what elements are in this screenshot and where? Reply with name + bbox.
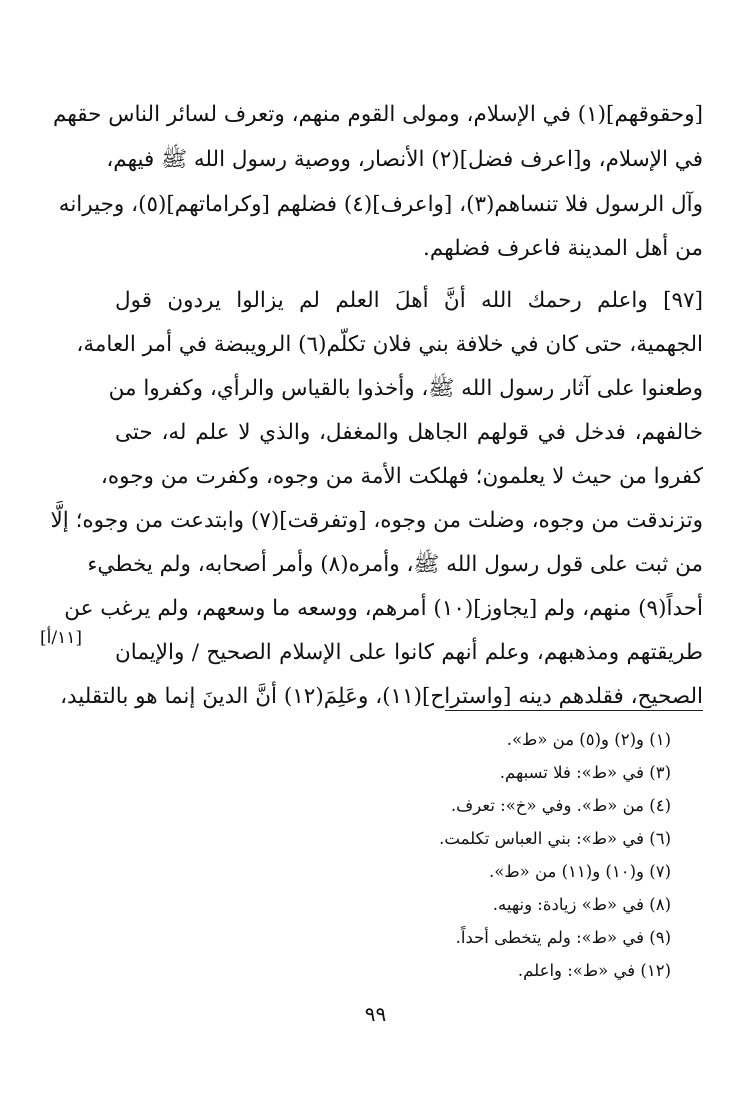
body-line-3: وآل الرسول فلا تنساهم(٣)، [واعرف](٤) فضلهم [وكراماتهم](٥)، وجيرانه: [58, 192, 703, 217]
footnote-2: (٣) في «ط»: فلا تسبهم.: [499, 763, 671, 782]
body-line-2: في الإسلام، و[اعرف فضل](٢) الأنصار، ووصية رسول الله ﷺ فيهم،: [106, 147, 703, 172]
body-line-6: الجهمية، حتى كان في خلافة بني فلان تكلّم(٦) الرويبضة في أمر العامة،: [76, 332, 703, 357]
manuscript-folio-marker: [١١/أ]: [40, 628, 82, 648]
body-line-9: كفروا من حيث لا يعلمون؛ فهلكت الأمة من وجوه، وكفرت من وجوه،: [100, 464, 703, 489]
footnote-separator: [445, 710, 703, 711]
footnote-5: (٧) و(١٠) و(١١) من «ط».: [489, 862, 671, 881]
body-line-12: أحداً(٩) منهم، ولم [يجاوز](١٠) أمرهم، ووسعه ما وسعهم، ولم يرغب عن: [64, 596, 703, 621]
footnote-7: (٩) في «ط»: ولم يتخطى أحداً.: [455, 928, 671, 947]
body-line-7: وطعنوا على آثار رسول الله ﷺ، وأخذوا بالقياس والرأي، وكفروا من: [108, 376, 703, 401]
body-line-11: من ثبت على قول رسول الله ﷺ، وأمره(٨) وأمر أصحابه، ولم يخطيء: [87, 552, 703, 577]
body-line-10: وتزندقت من وجوه، وضلت من وجوه، [وتفرقت](٧) وابتدعت من وجوه؛ إلَّا: [50, 508, 703, 533]
footnote-8: (١٢) في «ط»: واعلم.: [517, 961, 671, 980]
page-number: ٩٩: [364, 1002, 387, 1026]
body-line-1: [وحقوقهم](١) في الإسلام، ومولى القوم منهم، وتعرف لسائر الناس حقهم: [53, 102, 703, 127]
footnote-4: (٦) في «ط»: بني العباس تكلمت.: [439, 829, 671, 848]
paragraph-97-start: [٩٧] واعلم رحمك الله أنَّ أهلَ العلم لم يزالوا يردون قول: [115, 288, 703, 313]
body-line-8: خالفهم، فدخل في قولهم الجاهل والمغفل، والذي لا علم له، حتى: [115, 420, 703, 445]
body-line-13: طريقتهم ومذهبهم، وعلم أنهم كانوا على الإسلام الصحيح / والإيمان: [115, 640, 703, 665]
body-line-4: من أهل المدينة فاعرف فضلهم.: [423, 236, 703, 261]
footnote-6: (٨) في «ط» زيادة: ونهيه.: [492, 895, 671, 914]
body-line-14: الصحيح، فقلدهم دينه [واستراح](١١)، وعَلِمَ(١٢) أنَّ الدينَ إنما هو بالتقليد،: [60, 684, 703, 709]
footnote-1: (١) و(٢) و(٥) من «ط».: [506, 730, 671, 749]
footnote-3: (٤) من «ط». وفي «خ»: تعرف.: [450, 796, 671, 815]
